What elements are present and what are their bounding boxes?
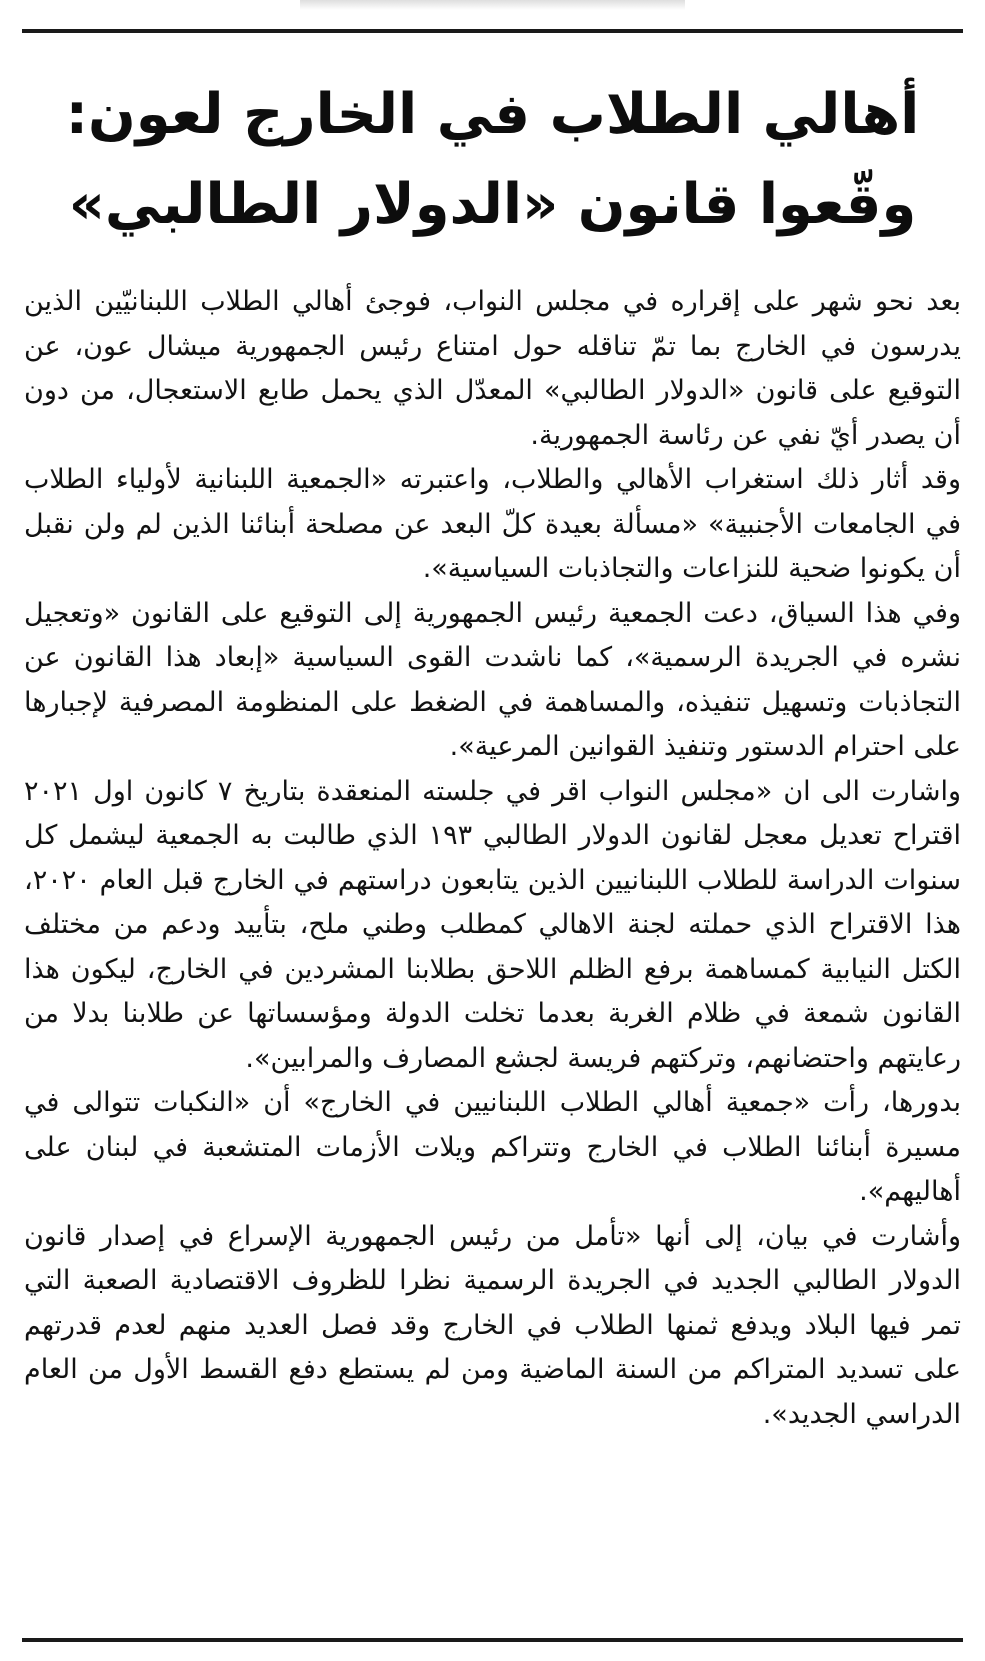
article-paragraph: واشارت الى ان «مجلس النواب اقر في جلسته المنعقدة بتاريخ ٧ كانون اول ٢٠٢١ اقتراح تعديل معجل لقانون الدولار الطالبي ١٩٣ الذي طالبت به الجمعية ليشمل كل سنوات الدراسة للطلاب اللبنانيين الذين يتابعون دراستهم في الخارج قبل العام ٢٠٢٠، هذا الاقتراح الذي حملته لجنة الاهالي كمطلب وطني ملح، بتأييد ودعم من مختلف الكتل النيابية كمساهمة برفع الظلم اللاحق بطلابنا المشردين في الخارج، ليكون هذا القانون شمعة في ظلام الغربة بعدما تخلت الدولة ومؤسساتها عن طلابنا بدلا من رعايتهم واحتضانهم، وتركتهم فريسة لجشع المصارف والمرابين». [24,775,961,1074]
top-page-edge [300,0,685,10]
article-body [24,280,961,1437]
article-headline [24,70,961,250]
bottom-divider-rule [22,1638,963,1642]
article-paragraph: وأشارت في بيان، إلى أنها «تأمل من رئيس الجمهورية الإسراع في إصدار قانون الدولار الطالبي الجديد في الجريدة الرسمية نظرا للظروف الاقتصادية الصعبة التي تمر فيها البلاد ويدفع ثمنها الطلاب في الخارج وقد فصل العديد منهم لعدم قدرتهم على تسديد المتراكم من السنة الماضية ومن لم يستطع دفع القسط الأول من العام الدراسي الجديد». [24,1220,961,1430]
article-paragraph: بدورها، رأت «جمعية أهالي الطلاب اللبنانيين في الخارج» أن «النكبات تتوالى في مسيرة أبنائنا الطلاب في الخارج وتتراكم ويلات الأزمات المتشعبة في لبنان على أهاليهم». [24,1087,961,1207]
news-article [24,70,961,1437]
article-paragraph: وفي هذا السياق، دعت الجمعية رئيس الجمهورية إلى التوقيع على القانون «وتعجيل نشره في الجريدة الرسمية»، كما ناشدت القوى السياسية «إبعاد هذا القانون عن التجاذبات وتسهيل تنفيذه، والمساهمة في الضغط على المنظومة المصرفية لإجبارها على احترام الدستور وتنفيذ القوانين المرعية». [24,597,961,762]
headline-line-1: أهالي الطلاب في الخارج لعون: [65,82,920,147]
article-paragraph: بعد نحو شهر على إقراره في مجلس النواب، فوجئ أهالي الطلاب اللبنانيّين الذين يدرسون في الخارج بما تمّ تناقله حول امتناع رئيس الجمهورية ميشال عون، عن التوقيع على قانون «الدولار الطالبي» المعدّل الذي يحمل طابع الاستعجال، من دون أن يصدر أيّ نفي عن رئاسة الجمهورية. [24,286,961,451]
article-paragraph: وقد أثار ذلك استغراب الأهالي والطلاب، واعتبرته «الجمعية اللبنانية لأولياء الطلاب في الجامعات الأجنبية» «مسألة بعيدة كلّ البعد عن مصلحة أبنائنا الذين لم ولن نقبل أن يكونوا ضحية للنزاعات والتجاذبات السياسية». [24,464,961,584]
headline-line-2: وقّعوا قانون «الدولار الطالبي» [68,172,917,237]
top-divider-rule [22,29,963,33]
